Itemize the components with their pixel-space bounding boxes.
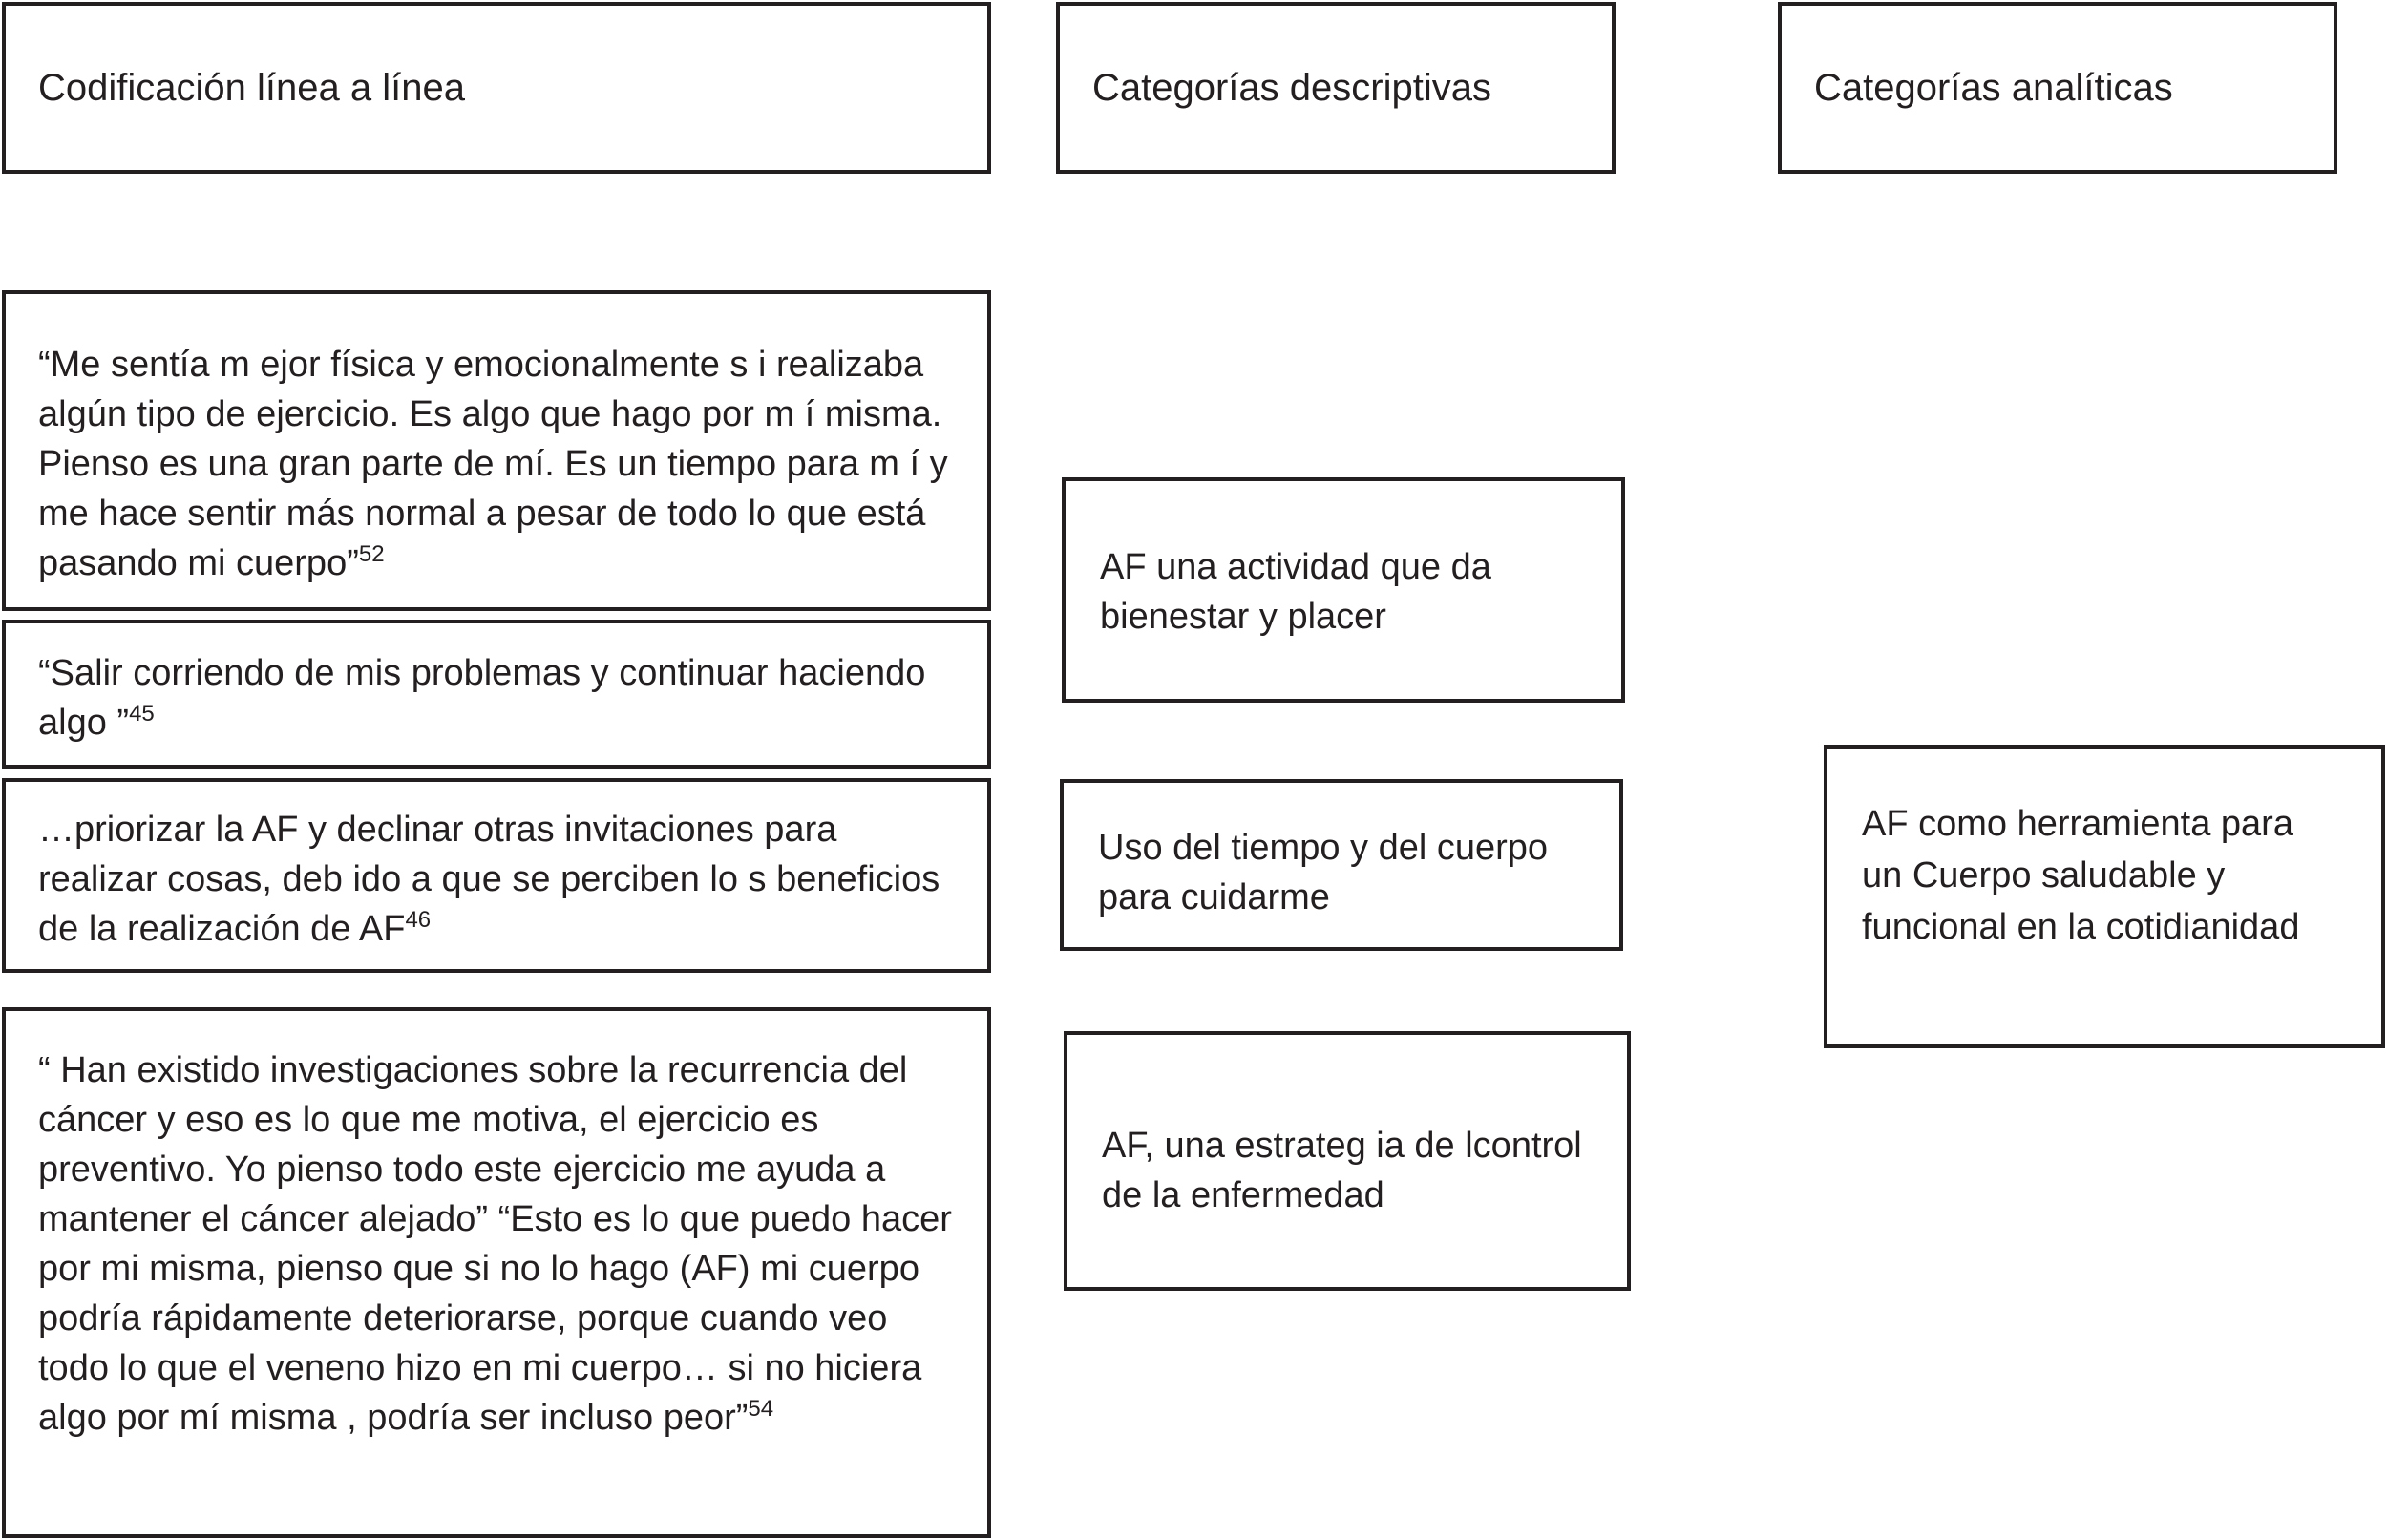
header-descriptive [1056,2,1616,174]
quote-ref-3: 46 [405,907,432,933]
quote-box-2 [2,620,991,769]
header-analytical-label: Categorías analíticas [1814,66,2173,109]
descriptive-box-3 [1064,1031,1631,1291]
descriptive-text-1: AF una actividad que da bienestar y placer [1100,547,1491,637]
analytical-box-1 [1824,745,2385,1048]
descriptive-text-3: AF, una estrateg ia de lcontrol de la enfermedad [1102,1126,1582,1215]
quote-ref-1: 52 [358,541,385,567]
quote-text-2: “Salir corriendo de mis problemas y continuar haciendo algo ”$^{45}$ [38,653,926,743]
quote-ref-4: 54 [748,1396,774,1422]
descriptive-text-2: Uso del tiempo y del cuerpo para cuidarme [1098,828,1549,918]
header-analytical [1778,2,2337,174]
descriptive-box-2 [1060,779,1623,951]
descriptive-box-1 [1062,477,1625,703]
quote-box-1 [2,290,991,611]
analytical-text-1: AF como herramienta para un Cuerpo saludable y funcional en la cotidianidad [1862,804,2300,947]
quote-text-1: “Me sentía m ejor física y emocionalmente s i realizaba algún tipo de ejercicio. Es algo que hago por m í misma. Pienso es una gran parte de mí. Es un tiempo para m í y me hace sentir más normal a pesar de todo lo que está pasando mi cuerpo”$^{52}$ [38,345,948,583]
quote-ref-2: 45 [129,701,155,727]
header-coding-label: Codificación línea a línea [38,66,465,109]
header-descriptive-label: Categorías descriptivas [1092,66,1491,109]
quote-box-4 [2,1007,991,1538]
quote-text-3: …priorizar la AF y declinar otras invitaciones para realizar cosas, deb ido a que se perciben lo s beneficios de la realización de AF$^{46}$ [38,810,940,949]
quote-box-3 [2,778,991,973]
quote-text-4: “ Han existido investigaciones sobre la recurrencia del cáncer y eso es lo que me motiva, el ejercicio es preventivo. Yo pienso todo este ejercicio me ayuda a mantener el cáncer alejado” “Esto es lo que puedo hacer por mi misma, pienso que si no lo hago (AF) mi cuerpo podría rápidamente deteriorarse, porque cuando veo todo lo que el veneno hizo en mi cuerpo… si no hiciera algo por mí misma , podría ser incluso peor”$^{54}$ [38,1050,952,1438]
header-coding [2,2,991,174]
